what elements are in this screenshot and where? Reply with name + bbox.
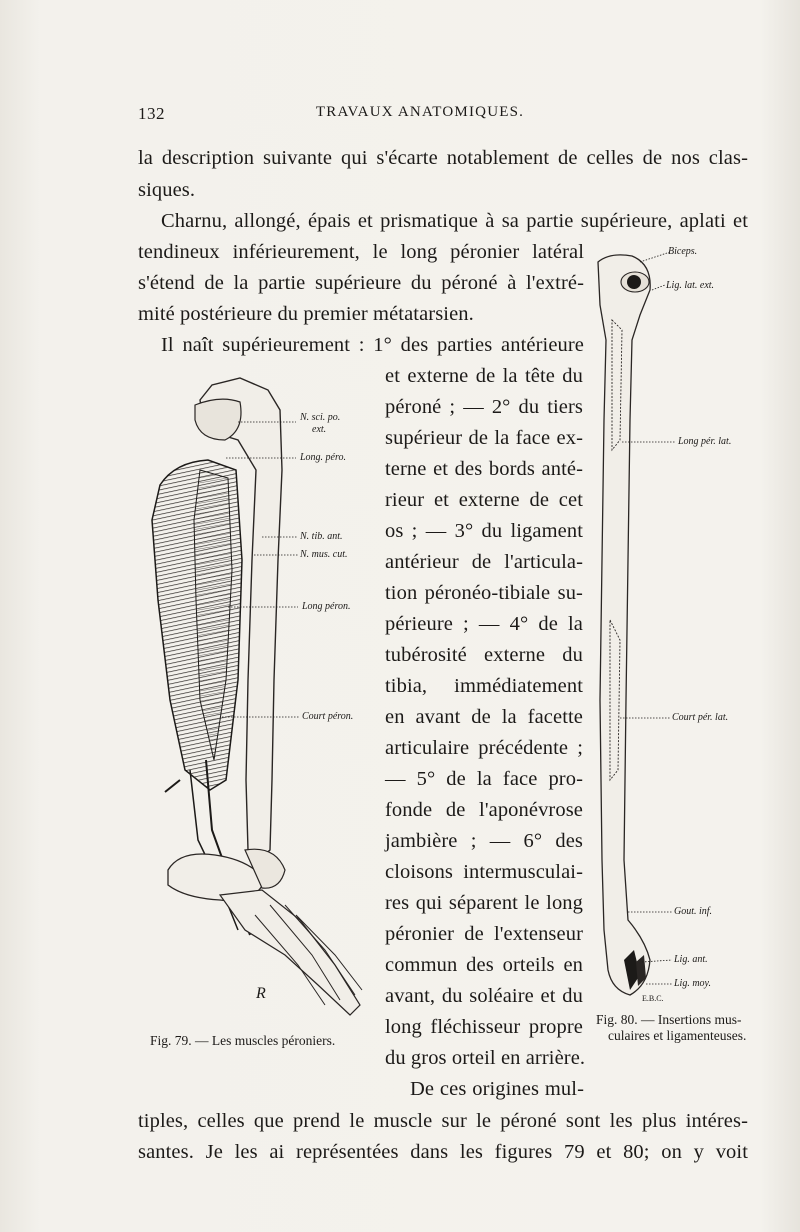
text-line: santes. Je les ai représentées dans les figures 79 et 80; on y voit	[138, 1141, 748, 1163]
column-line: terne et des bords anté-	[385, 458, 583, 480]
figure-80-caption-line-2: culaires et ligamenteuses.	[608, 1028, 747, 1043]
column-line: périeure ; — 4° de la	[385, 613, 583, 635]
label-long-per-lat: Long pér. lat.	[678, 436, 732, 447]
text-line: mité postérieure du premier métatarsien.	[138, 303, 474, 325]
label-n-tib-ant: N. tib. ant.	[300, 531, 343, 542]
column-line: De ces origines mul-	[410, 1078, 584, 1100]
text-line: la description suivante qui s'écarte notablement de celles de nos clas-	[138, 147, 748, 169]
text-line: tiples, celles que prend le muscle sur le péroné sont les plus intéres-	[138, 1110, 748, 1132]
label-long-pero: Long. péro.	[300, 452, 347, 463]
label-long-peron: Long péron.	[302, 601, 351, 612]
label-lig-moy: Lig. moy.	[674, 978, 711, 989]
running-title: TRAVAUX ANATOMIQUES.	[315, 104, 525, 120]
column-line: du gros orteil en arrière.	[385, 1047, 586, 1069]
column-line: tion péronéo-tibiale su-	[385, 582, 583, 604]
label-lig-ant: Lig. ant.	[674, 954, 708, 965]
column-line: res qui séparent le long	[385, 892, 583, 914]
page-number: 132	[138, 104, 165, 123]
column-line: long fléchisseur propre	[385, 1016, 583, 1038]
label-court-peron: Court péron.	[302, 711, 354, 722]
figure-79-caption: Fig. 79. — Les muscles péroniers.	[150, 1033, 336, 1048]
column-line: antérieur de l'articula-	[385, 551, 583, 573]
column-line: rieur et externe de cet	[385, 489, 583, 511]
column-line: cloisons intermusculai-	[385, 861, 583, 883]
column-line: jambière ; — 6° des	[385, 830, 583, 852]
figure-80-caption-line-1: Fig. 80. — Insertions mus-	[596, 1012, 742, 1027]
label-n-sci-po-ext: ext.	[312, 424, 327, 435]
label-n-sci-po: N. sci. po.	[300, 412, 341, 423]
text-line: Il naît supérieurement : 1° des parties antérieure	[161, 334, 584, 356]
column-line: os ; — 3° du ligament	[385, 520, 583, 542]
label-biceps: Biceps.	[668, 246, 698, 257]
column-line: et externe de la tête du	[385, 365, 583, 387]
column-line: péronier de l'extenseur	[385, 923, 583, 945]
column-line: tibia, immédiatement	[385, 675, 583, 697]
text-line: s'étend de la partie supérieure du péroné à l'extré-	[138, 272, 584, 294]
column-line: en avant de la facette	[385, 706, 583, 728]
label-gout-inf: Gout. inf.	[674, 906, 713, 917]
column-line: supérieur de la face ex-	[385, 427, 583, 449]
column-line: avant, du soléaire et du	[385, 985, 583, 1007]
artist-monogram: R	[256, 985, 266, 1002]
artist-initials: E.B.C.	[642, 994, 664, 1003]
column-line: péroné ; — 2° du tiers	[385, 396, 583, 418]
column-line: fonde de l'aponévrose	[385, 799, 583, 821]
column-line: articulaire précédente ;	[385, 737, 583, 759]
label-n-mus-cut: N. mus. cut.	[300, 549, 348, 560]
column-line: commun des orteils en	[385, 954, 583, 976]
text-line: Charnu, allongé, épais et prismatique à sa partie supérieure, aplati et	[161, 210, 748, 232]
column-line: — 5° de la face pro-	[385, 768, 583, 790]
text-line: siques.	[138, 179, 196, 201]
label-court-per-lat: Court pér. lat.	[672, 712, 729, 723]
label-lig-lat-ext: Lig. lat. ext.	[666, 280, 715, 291]
column-line: tubérosité externe du	[385, 644, 583, 666]
text-line: tendineux inférieurement, le long péronier latéral	[138, 241, 584, 263]
